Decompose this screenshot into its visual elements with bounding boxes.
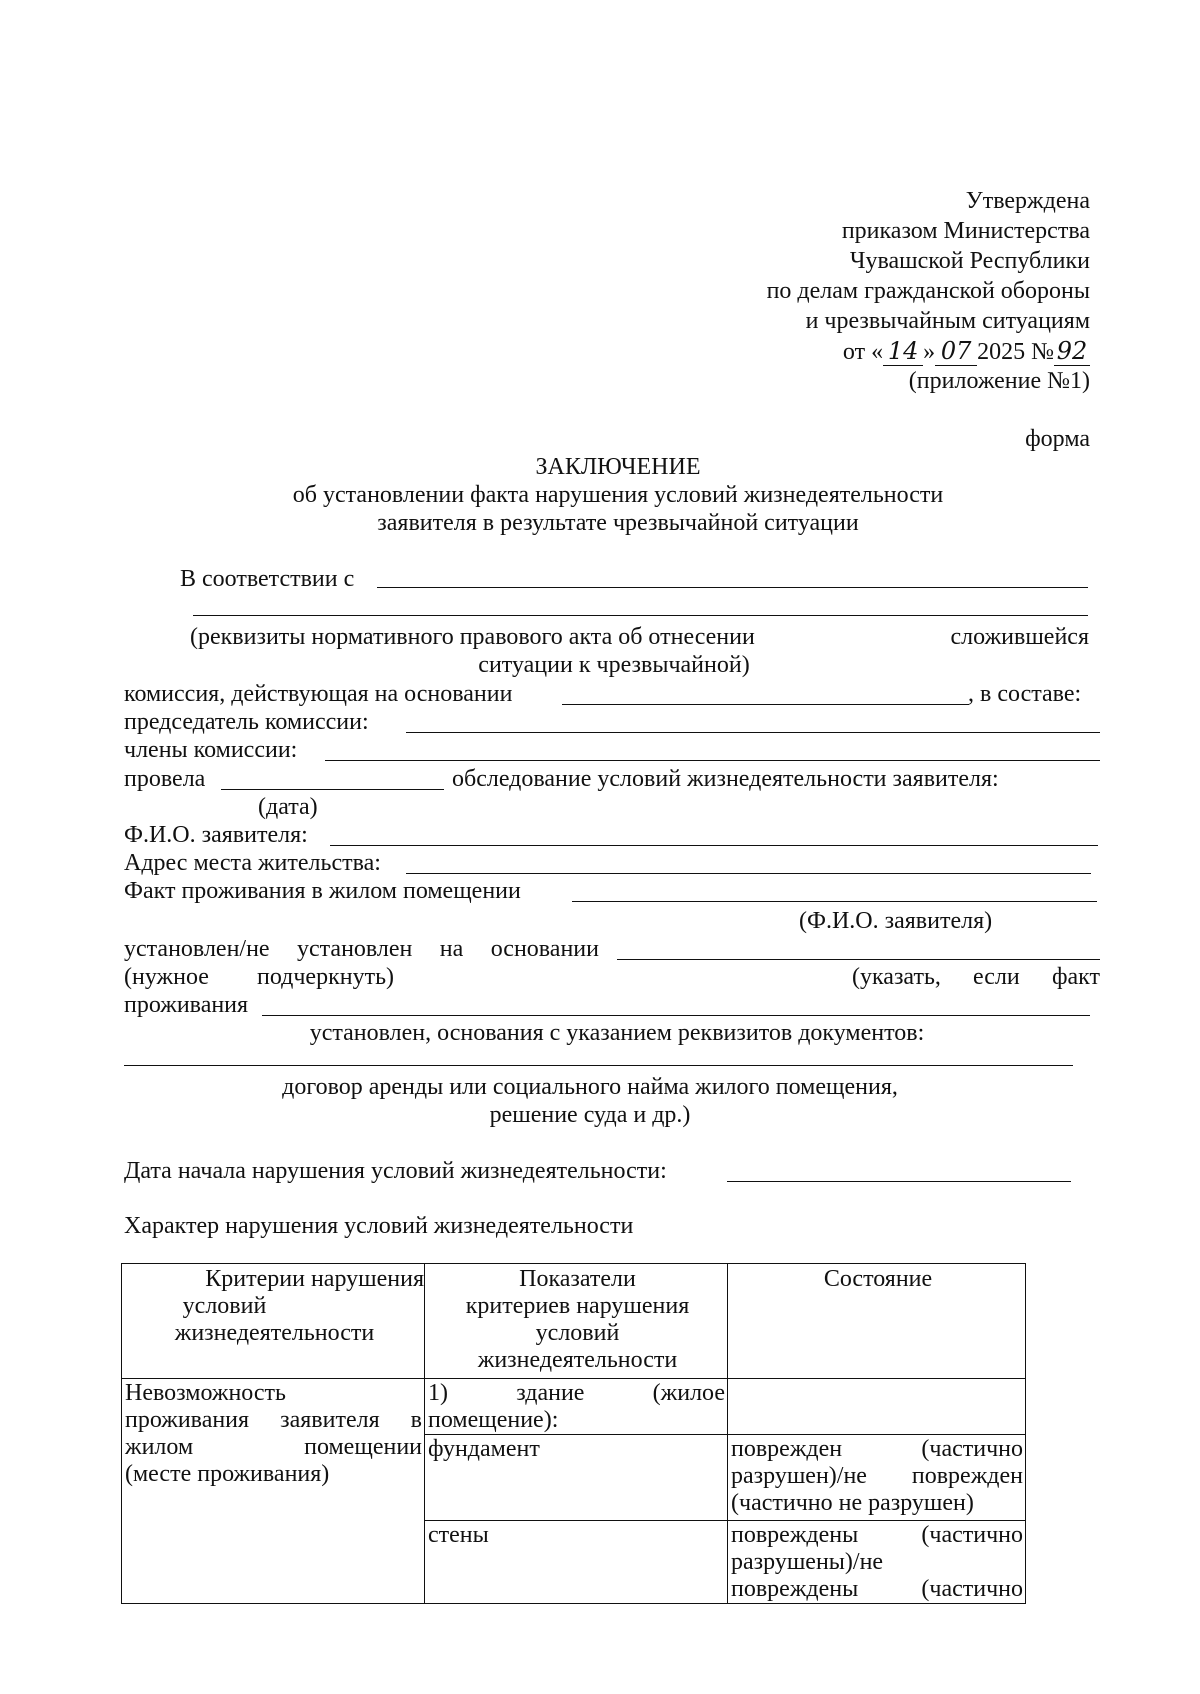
conducted-label: провела	[124, 766, 206, 792]
criterion-line-1: Невозможность	[125, 1380, 286, 1406]
approval-line-4: по делам гражданской обороны	[766, 278, 1090, 304]
state-walls-line-2: разрушены)/не	[731, 1549, 884, 1575]
members-field[interactable]	[325, 760, 1100, 761]
criterion-l3-word-1: жилом	[125, 1434, 194, 1460]
specify-hint-1: (указать,	[852, 964, 941, 990]
commission-basis-field[interactable]	[562, 704, 969, 705]
building-line-1	[428, 1380, 725, 1407]
established-word-3: на	[439, 936, 464, 962]
table-row	[122, 1379, 1026, 1435]
state-foundation-l1-w2: (частично	[921, 1436, 1023, 1462]
state-foundation	[728, 1435, 1026, 1521]
document-title: ЗАКЛЮЧЕНИЕ	[535, 454, 701, 480]
state-walls-line-3	[731, 1576, 1023, 1603]
state-walls	[728, 1521, 1026, 1604]
state-walls-l3-w1: повреждены	[731, 1576, 859, 1602]
criterion-l2-word-2: заявителя	[280, 1407, 380, 1433]
residence-field[interactable]	[262, 1015, 1090, 1016]
approval-line-3: Чувашской Республики	[849, 248, 1090, 274]
state-walls-l3-w2: (частично	[921, 1576, 1023, 1602]
basis-documents-field[interactable]	[124, 1065, 1073, 1066]
header-criteria-line-3: жизнедеятельности	[174, 1320, 375, 1346]
header-criteria-line-2: условий	[182, 1293, 267, 1319]
approval-line-5: и чрезвычайным ситуациям	[805, 308, 1090, 334]
approval-date-line	[843, 337, 1090, 366]
header-indicators-line-4: жизнедеятельности	[477, 1347, 678, 1373]
members-label: члены комиссии:	[124, 737, 298, 763]
commission-basis-label: комиссия, действующая на основании	[124, 681, 513, 707]
requisites-hint-right: сложившейся	[950, 624, 1089, 650]
building-cell	[425, 1379, 728, 1435]
header-state	[728, 1264, 1026, 1379]
header-state-line-1: Состояние	[823, 1266, 933, 1292]
accordance-label: В соответствии с	[180, 566, 355, 592]
order-number: 92	[1054, 337, 1090, 366]
basis-hint: установлен, основания с указанием реквизитов документов:	[309, 1020, 925, 1046]
chairman-label: председатель комиссии:	[124, 709, 369, 735]
requisites-hint-2: ситуации к чрезвычайной)	[478, 652, 750, 678]
criterion-l3-word-2: помещении	[304, 1434, 422, 1460]
date-month: 07	[935, 337, 977, 366]
survey-date-field[interactable]	[221, 789, 444, 790]
established-word-1: установлен/не	[124, 936, 270, 962]
established-word-2: установлен	[296, 936, 413, 962]
criterion-line-3	[125, 1434, 422, 1461]
commission-composition-label: , в составе:	[968, 681, 1082, 707]
date-year: 2025 №	[977, 339, 1054, 365]
building-word-3: (жилое	[652, 1380, 725, 1406]
criterion-line-4: (месте проживания)	[125, 1461, 330, 1487]
building-line-2: помещение):	[428, 1407, 559, 1433]
criterion-l2-word-1: проживания	[125, 1407, 250, 1433]
criterion-line-2	[125, 1407, 422, 1434]
specify-hint-3: факт	[1051, 964, 1100, 990]
address-field[interactable]	[406, 873, 1091, 874]
appendix-label: (приложение №1)	[908, 368, 1090, 394]
state-walls-l1-w1: повреждены	[731, 1522, 859, 1548]
building-word-2: здание	[516, 1380, 585, 1406]
header-indicators-line-3: условий	[535, 1320, 620, 1346]
violation-start-label: Дата начала нарушения условий жизнедеятельности:	[124, 1158, 667, 1184]
applicant-hint: (Ф.И.О. заявителя)	[799, 908, 993, 934]
date-prefix: от «	[842, 339, 884, 365]
header-indicators	[425, 1264, 728, 1379]
document-subtitle-2: заявителя в результате чрезвычайной ситуации	[377, 510, 859, 536]
specify-hint	[852, 963, 1100, 991]
criteria-table	[121, 1263, 1026, 1604]
requisites-hint-left: (реквизиты нормативного правового акта об отнесении	[190, 624, 755, 650]
table-header-row	[122, 1264, 1026, 1379]
indicator-walls: стены	[425, 1521, 728, 1604]
underline-hint-1: (нужное	[124, 964, 209, 990]
state-foundation-line-2	[731, 1463, 1023, 1490]
accordance-field-2[interactable]	[193, 615, 1088, 616]
applicant-name-field[interactable]	[330, 845, 1098, 846]
header-criteria-line-1: Критерии нарушения	[205, 1266, 424, 1292]
approval-line-2: приказом Министерства	[841, 218, 1090, 244]
documents-hint-2: решение суда и др.)	[489, 1102, 691, 1128]
chairman-field[interactable]	[406, 732, 1100, 733]
residence-fact-label: Факт проживания в жилом помещении	[124, 878, 521, 904]
documents-hint-1: договор аренды или социального найма жилого помещения,	[282, 1074, 898, 1100]
residence-fact-field[interactable]	[572, 901, 1097, 902]
survey-label: обследование условий жизнедеятельности заявителя:	[452, 766, 999, 792]
state-foundation-line-3: (частично не разрушен)	[731, 1490, 974, 1516]
criterion-l2-word-3: в	[410, 1407, 422, 1433]
header-indicators-line-1: Показатели	[519, 1266, 636, 1292]
date-hint: (дата)	[258, 794, 318, 820]
underline-hint-2: подчеркнуть)	[256, 964, 394, 990]
state-foundation-l2-w1: разрушен)/не	[731, 1463, 867, 1489]
state-foundation-line-1	[731, 1436, 1023, 1463]
state-foundation-l1-w1: поврежден	[731, 1436, 843, 1462]
established-word-4: основании	[490, 936, 599, 962]
approval-line-1: Утверждена	[965, 188, 1090, 214]
date-day: 14	[883, 337, 923, 366]
state-walls-line-1	[731, 1522, 1023, 1549]
indicator-foundation: фундамент	[425, 1435, 728, 1521]
accordance-field[interactable]	[377, 587, 1088, 588]
form-label: форма	[1025, 426, 1090, 452]
building-state-cell	[728, 1379, 1026, 1435]
established-label	[124, 935, 599, 963]
violation-start-field[interactable]	[727, 1181, 1071, 1182]
date-mid: »	[923, 339, 936, 365]
criterion-cell	[122, 1379, 425, 1604]
state-foundation-l2-w2: поврежден	[911, 1463, 1023, 1489]
building-word-1: 1)	[428, 1380, 448, 1406]
underline-hint	[124, 963, 394, 991]
state-walls-l1-w2: (частично	[921, 1522, 1023, 1548]
applicant-name-label: Ф.И.О. заявителя:	[124, 822, 308, 848]
document-subtitle-1: об установлении факта нарушения условий жизнедеятельности	[292, 482, 944, 508]
address-label: Адрес места жительства:	[124, 850, 381, 876]
residence-label: проживания	[124, 992, 249, 1018]
violation-nature-label: Характер нарушения условий жизнедеятельности	[124, 1213, 634, 1239]
header-criteria	[122, 1264, 425, 1379]
specify-hint-2: если	[973, 964, 1020, 990]
established-basis-field[interactable]	[617, 959, 1100, 960]
header-indicators-line-2: критериев нарушения	[465, 1293, 690, 1319]
